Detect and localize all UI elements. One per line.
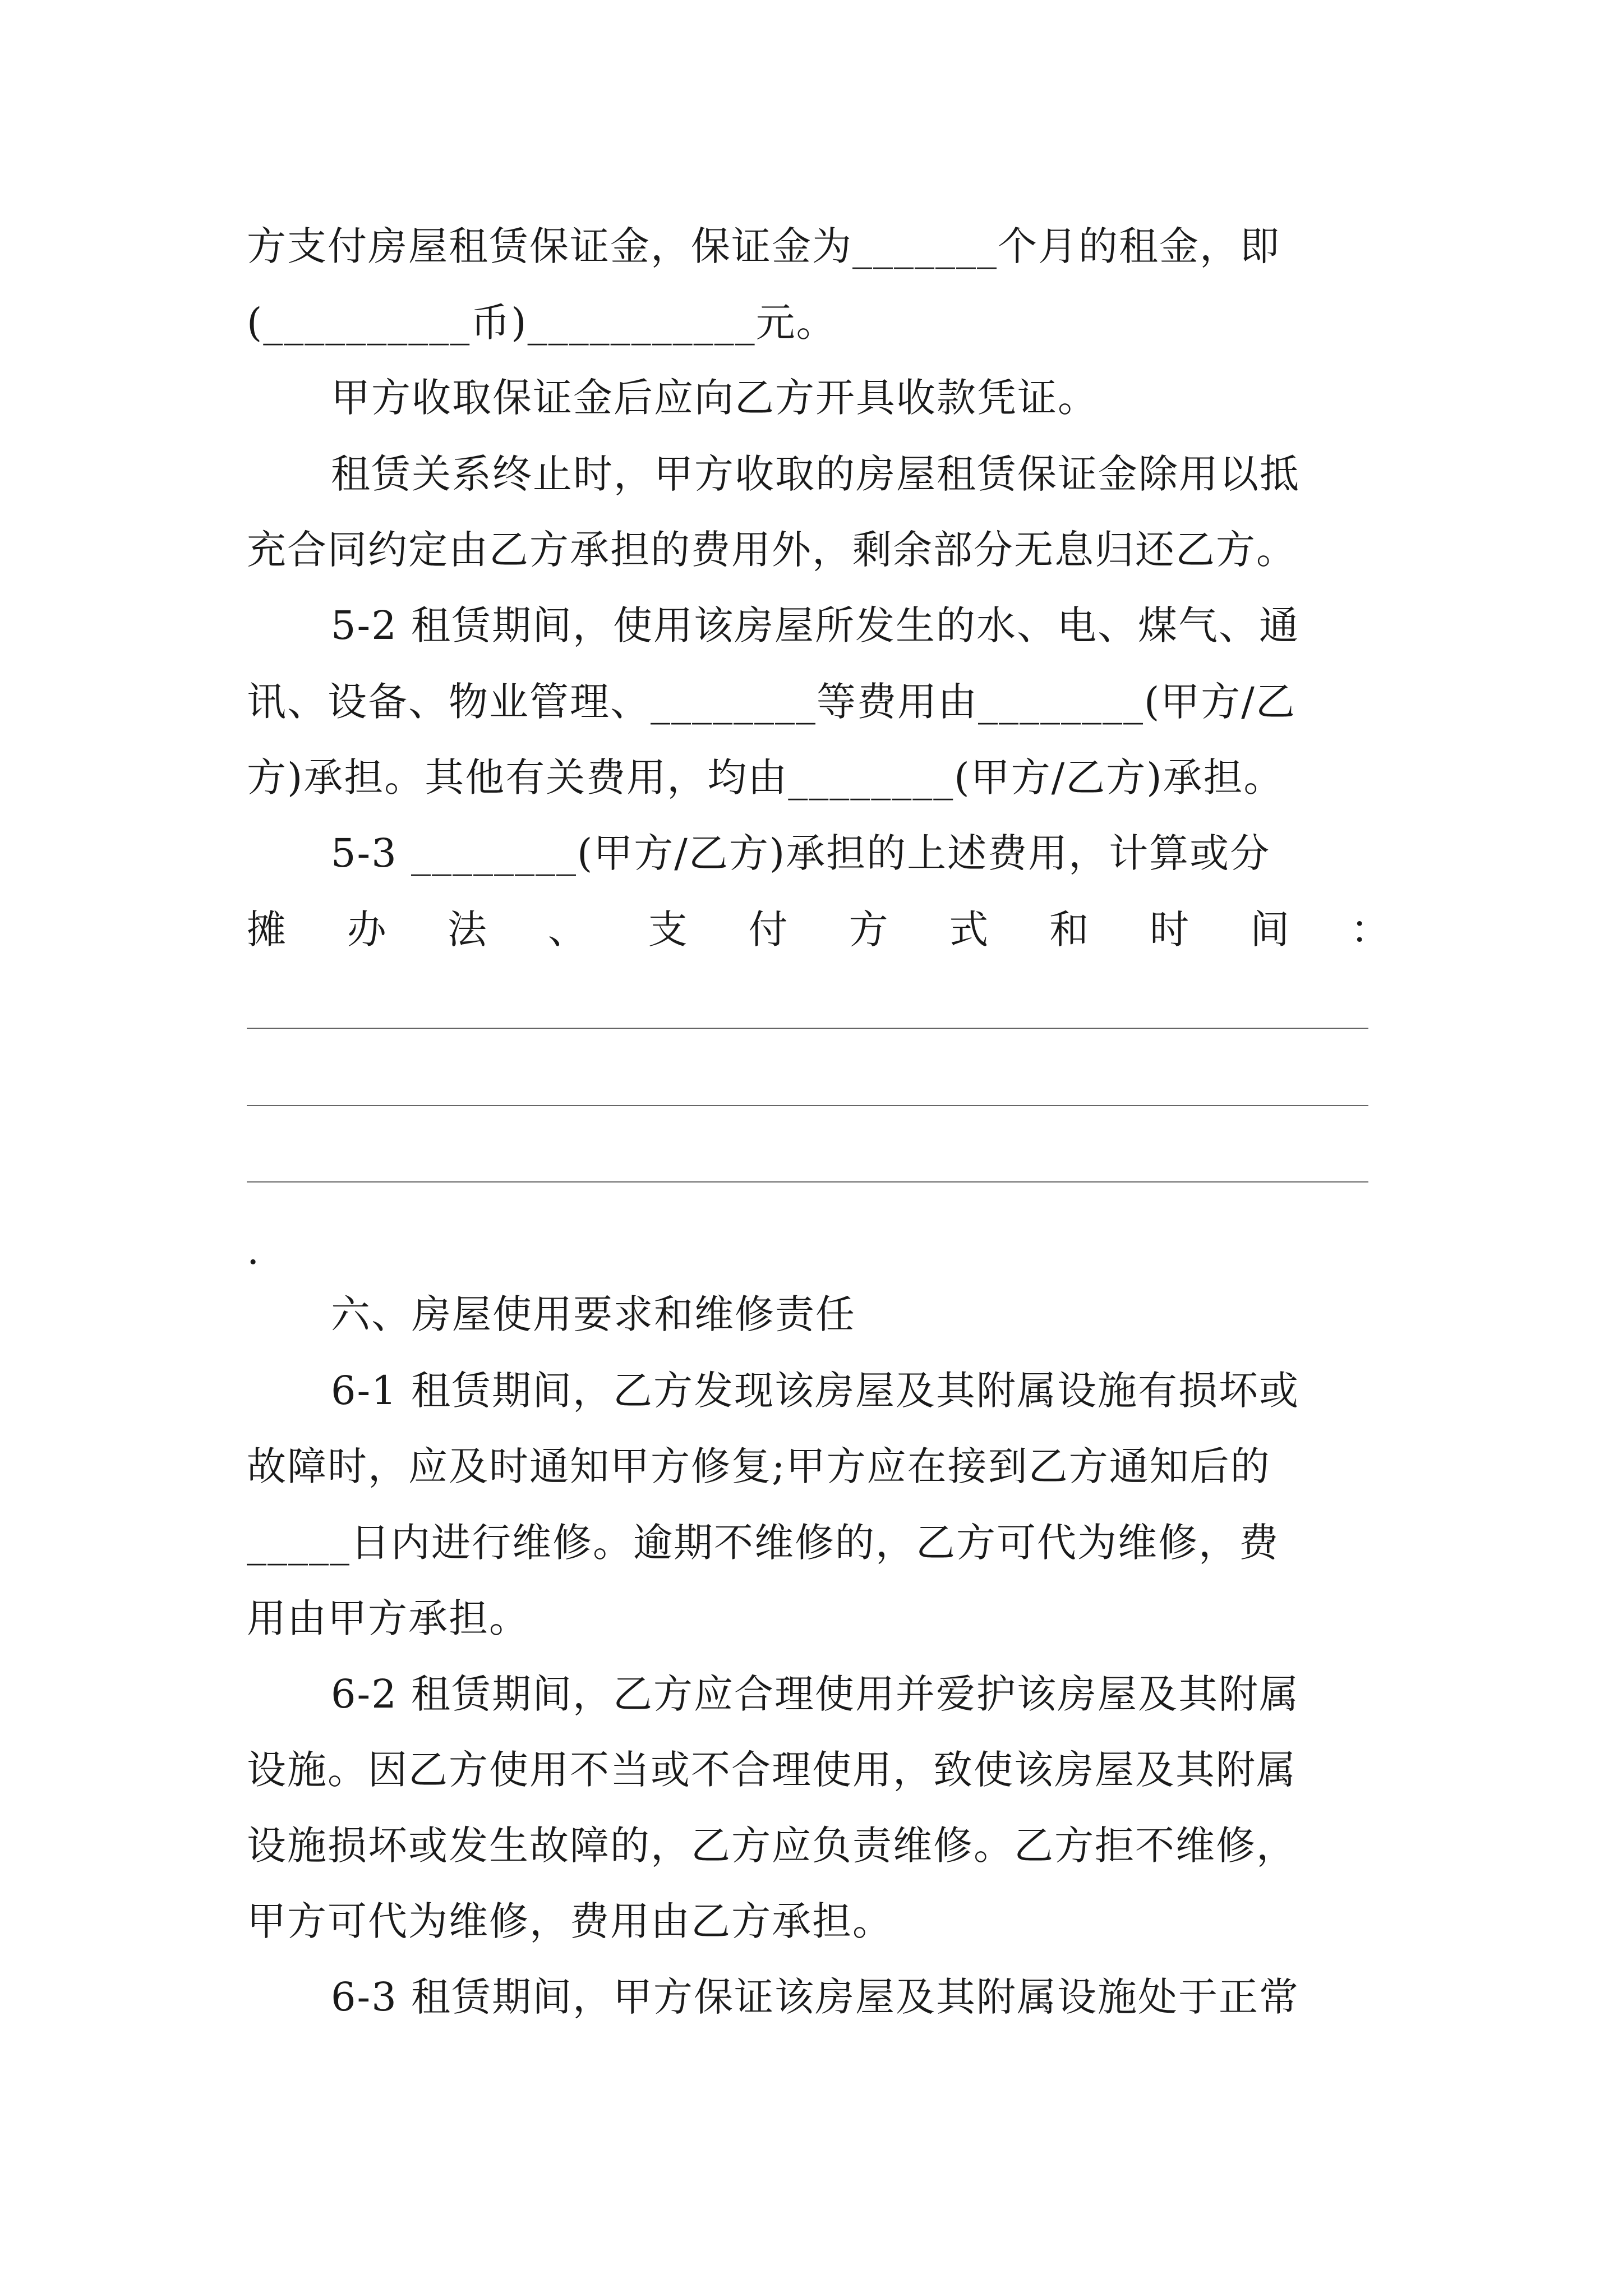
blank-fill-line: [247, 1181, 1368, 1182]
blank-fill-line: [247, 1105, 1368, 1106]
paragraph-line: 6-2 租赁期间，乙方应合理使用并爱护该房屋及其附属: [331, 1671, 1299, 1717]
justified-char: 和: [1049, 907, 1090, 953]
paragraph-line: 用由甲方承担。: [247, 1595, 529, 1641]
paragraph-line: 故障时，应及时通知甲方修复;甲方应在接到乙方通知后的: [247, 1443, 1271, 1489]
paragraph-line: 设施损坏或发生故障的，乙方应负责维修。乙方拒不维修，: [247, 1823, 1297, 1869]
justified-char: 间: [1250, 907, 1291, 953]
paragraph-line: 甲方收取保证金后应向乙方开具收款凭证。: [331, 375, 1098, 421]
paragraph-line: 方支付房屋租赁保证金，保证金为_______个月的租金，即: [247, 223, 1280, 269]
justified-char: 摊: [247, 907, 287, 953]
paragraph-line: 方)承担。其他有关费用，均由________(甲方/乙方)承担。: [247, 754, 1284, 800]
paragraph-line: 租赁关系终止时，甲方收取的房屋租赁保证金除用以抵: [331, 451, 1300, 497]
justified-char: 法: [447, 907, 488, 953]
justified-char: 时: [1150, 907, 1191, 953]
paragraph-line: 讯、设备、物业管理、________等费用由________(甲方/乙: [247, 679, 1296, 725]
paragraph-line: 6-3 租赁期间，甲方保证该房屋及其附属设施处于正常: [331, 1974, 1299, 2020]
justified-char: 办: [347, 907, 388, 953]
justified-char: 支: [648, 907, 689, 953]
paragraph-line: (__________币)___________元。: [247, 300, 837, 346]
justified-char: 付: [748, 907, 789, 953]
paragraph-line: 甲方可代为维修，费用由乙方承担。: [247, 1898, 893, 1944]
paragraph-line: 充合同约定由乙方承担的费用外，剩余部分无息归还乙方。: [247, 527, 1297, 573]
paragraph-line: 设施。因乙方使用不当或不合理使用，致使该房屋及其附属: [247, 1747, 1297, 1793]
blank-fill-line: [247, 1028, 1368, 1029]
section-heading: 六、房屋使用要求和维修责任: [331, 1291, 856, 1337]
paragraph-line: _____日内进行维修。逾期不维修的，乙方可代为维修，费: [247, 1520, 1279, 1566]
justified-char: 方: [849, 907, 889, 953]
justified-char: 式: [949, 907, 990, 953]
paragraph-line: 5-3 ________(甲方/乙方)承担的上述费用，计算或分: [331, 830, 1271, 876]
paragraph-line: 5-2 租赁期间，使用该房屋所发生的水、电、煤气、通: [331, 602, 1299, 648]
justified-char: ：: [1350, 907, 1391, 953]
justified-line: [247, 904, 1391, 955]
paragraph-line: 6-1 租赁期间，乙方发现该房屋及其附属设施有损坏或: [331, 1368, 1299, 1414]
justified-char: 、: [547, 907, 588, 953]
period-mark: .: [247, 1227, 260, 1273]
